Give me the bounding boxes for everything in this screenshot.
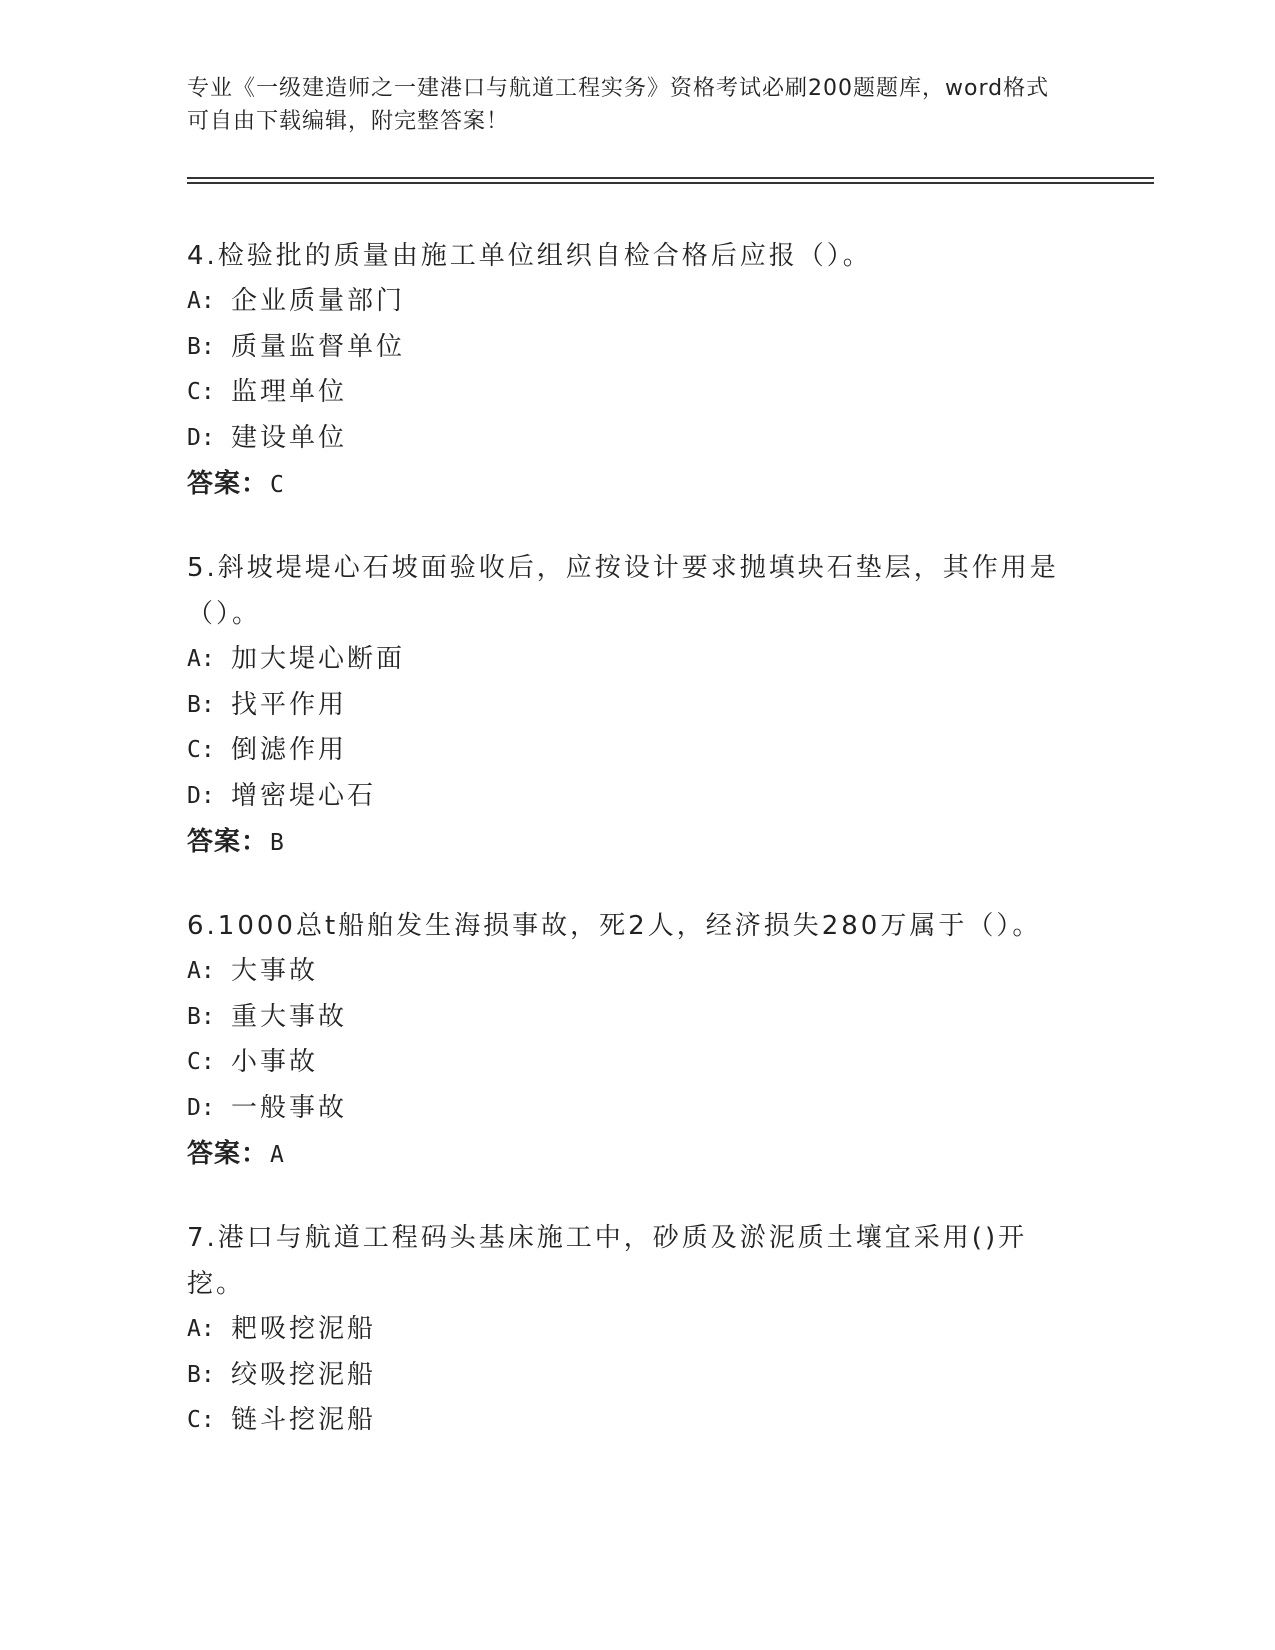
option-b — [187, 325, 1067, 371]
option-b — [187, 995, 1067, 1041]
answer-value: C — [270, 472, 284, 498]
option-letter: C: — [187, 379, 215, 405]
option-b — [187, 1353, 1067, 1399]
header-divider-top — [187, 177, 1154, 179]
question-item — [187, 903, 1067, 1178]
option-letter: D: — [187, 1094, 215, 1121]
option-text: 绞吸挖泥船 — [231, 1359, 377, 1390]
header-divider-bottom — [187, 182, 1154, 184]
option-c — [187, 1398, 1067, 1444]
question-stem: 5.斜坡堤堤心石坡面验收后，应按设计要求抛填块石垫层，其作用是（）。 — [187, 553, 1059, 629]
option-text: 增密堤心石 — [231, 780, 377, 811]
option-d — [187, 416, 1067, 462]
option-letter: C: — [187, 1407, 215, 1433]
option-text: 找平作用 — [231, 689, 348, 720]
option-letter: C: — [187, 1049, 215, 1075]
answer-label: 答案： — [187, 469, 269, 499]
question-list — [187, 233, 1067, 1481]
option-text: 耙吸挖泥船 — [231, 1314, 377, 1344]
option-letter: A: — [187, 958, 215, 984]
option-letter: C: — [187, 737, 215, 763]
option-d — [187, 1086, 1067, 1132]
option-letter: D: — [187, 424, 215, 451]
answer-line — [187, 461, 1067, 508]
question-stem: 6.1000总t船舶发生海损事故，死2人，经济损失280万属于（）。 — [187, 911, 1042, 941]
option-c — [187, 1040, 1067, 1086]
option-letter: A: — [187, 288, 215, 314]
option-text: 一般事故 — [231, 1092, 348, 1123]
option-text: 链斗挖泥船 — [231, 1405, 377, 1435]
option-letter: B: — [187, 691, 215, 718]
option-c — [187, 370, 1067, 416]
answer-value: A — [270, 1142, 284, 1168]
answer-value: B — [270, 830, 284, 856]
option-b — [187, 683, 1067, 729]
option-letter: B: — [187, 1003, 215, 1030]
answer-label: 答案： — [187, 827, 269, 857]
option-a — [187, 1307, 1067, 1353]
answer-line — [187, 819, 1067, 866]
question-item — [187, 233, 1067, 508]
question-item — [187, 1215, 1067, 1444]
option-a — [187, 949, 1067, 995]
option-letter: A: — [187, 1316, 215, 1342]
answer-label: 答案： — [187, 1139, 269, 1169]
option-text: 建设单位 — [231, 422, 348, 453]
option-d — [187, 774, 1067, 820]
option-letter: A: — [187, 646, 215, 672]
option-text: 小事故 — [231, 1047, 319, 1077]
option-text: 倒滤作用 — [231, 735, 348, 765]
question-stem: 7.港口与航道工程码头基床施工中，砂质及淤泥质土壤宜采用()开挖。 — [187, 1223, 1028, 1299]
option-text: 加大堤心断面 — [231, 644, 406, 674]
option-text: 质量监督单位 — [231, 331, 406, 362]
option-letter: B: — [187, 1361, 215, 1388]
option-text: 重大事故 — [231, 1001, 348, 1032]
answer-line — [187, 1131, 1067, 1178]
question-item — [187, 545, 1067, 866]
option-text: 企业质量部门 — [231, 286, 406, 316]
option-a — [187, 279, 1067, 325]
option-a — [187, 637, 1067, 683]
option-text: 监理单位 — [231, 377, 348, 407]
option-letter: B: — [187, 333, 215, 360]
option-letter: D: — [187, 782, 215, 809]
option-text: 大事故 — [231, 956, 319, 986]
document-header: 专业《一级建造师之一建港口与航道工程实务》资格考试必刷200题题库，word格式可自由下载编辑，附完整答案！ — [187, 76, 1050, 134]
question-stem: 4.检验批的质量由施工单位组织自检合格后应报（）。 — [187, 241, 872, 271]
option-c — [187, 728, 1067, 774]
